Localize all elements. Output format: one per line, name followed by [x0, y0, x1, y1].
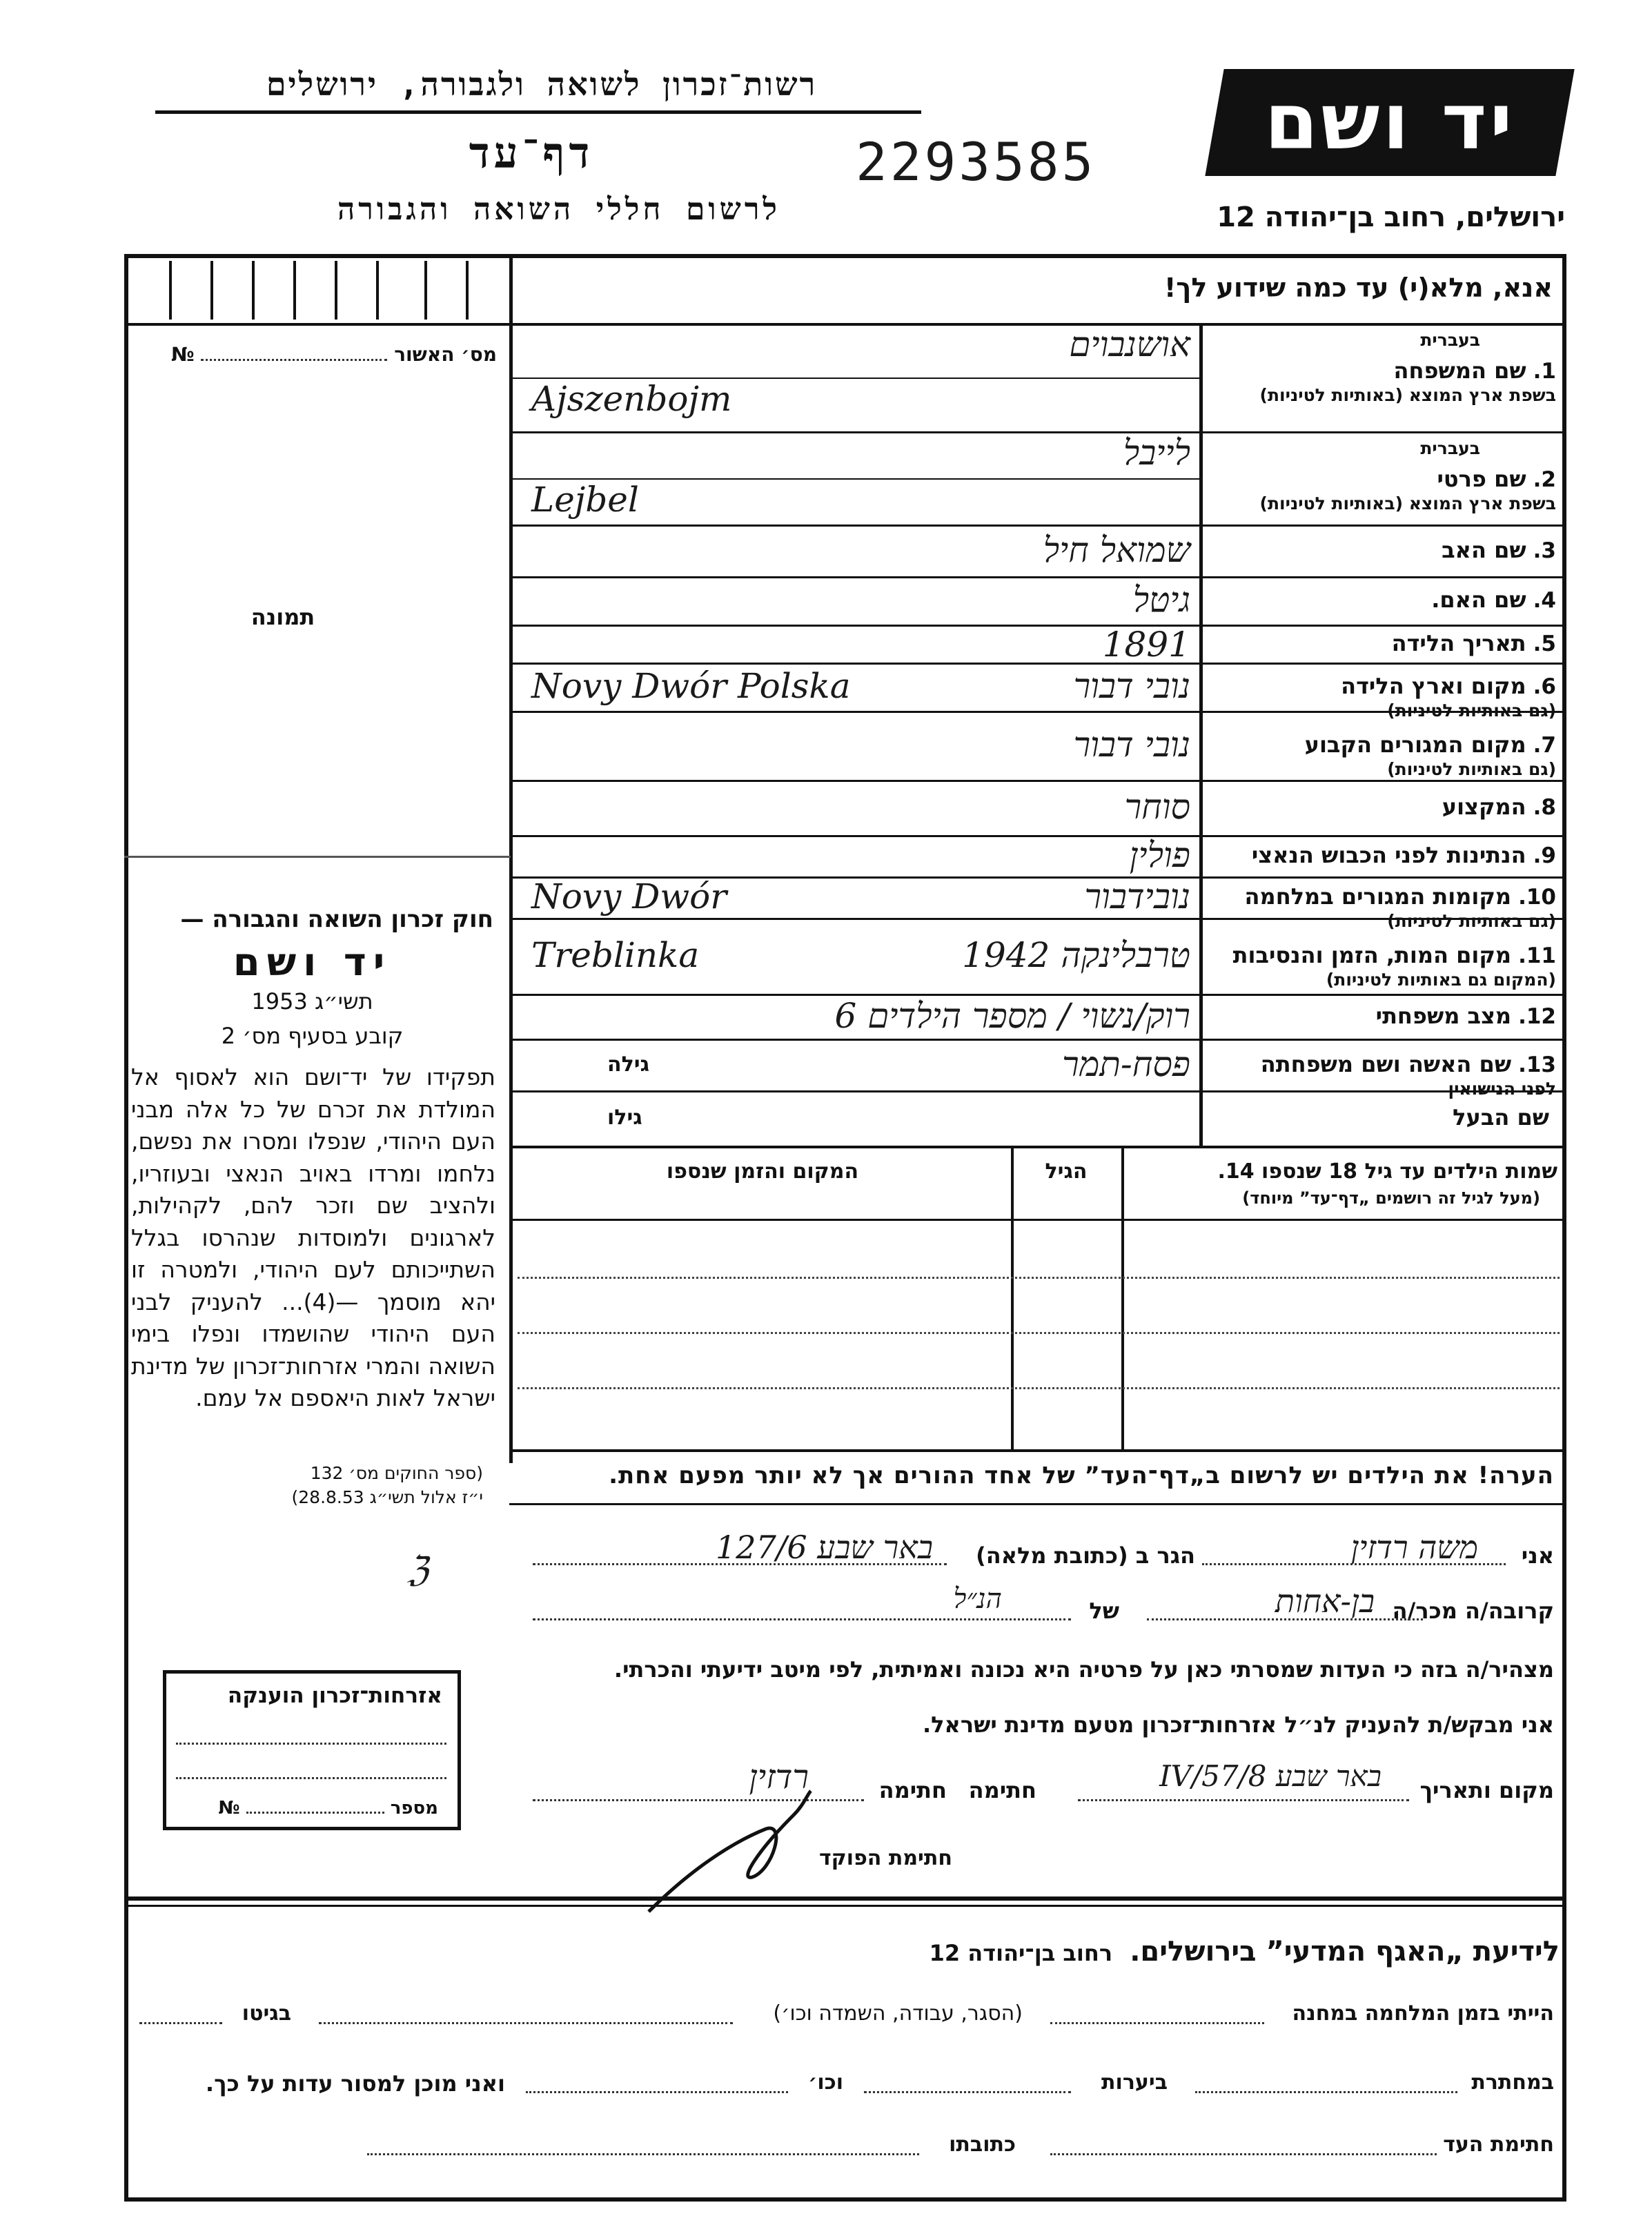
- footer-line-2: במחתרת ביערות וכו׳ ואני מוכן למסור עדות על כך.: [205, 2070, 1554, 2097]
- citizenship-box: [163, 1670, 461, 1830]
- field-label: [1208, 576, 1556, 625]
- field-label: [1208, 835, 1556, 876]
- field-tag: בעברית: [1420, 330, 1480, 350]
- field-title: 5.תאריך הלידה: [1391, 629, 1556, 656]
- field-title: 12.מצב משפחתי: [1375, 1002, 1556, 1029]
- declaration-line-1: אני משה רדזין הגר ב (כתובת מלאה) באר שבע 127/6: [524, 1536, 1554, 1577]
- rule: [509, 1219, 1566, 1221]
- field-value-hebrew: אושנבוים: [1069, 324, 1190, 364]
- field-label: [1208, 1090, 1556, 1146]
- declaration-sign-line: מקום ותאריך באר שבע 8/IV/57 חתימה חתימה רדזין: [524, 1763, 1554, 1812]
- field-label: [1208, 431, 1556, 525]
- field-value-hebrew: פולין: [1129, 835, 1190, 875]
- field-value-latin: Treblinka: [531, 935, 700, 975]
- field-value-hebrew: נובי דבור: [1073, 666, 1190, 706]
- law-reference-2: י״ז אלול תשי״ג 28.8.53): [291, 1487, 483, 1507]
- field-title: 6.מקום וארץ הלידה: [1341, 673, 1556, 699]
- citizenship-request: אני מבקש/ת להעניק לנ״ל אזרחות־זכרון מטעם מדינת ישראל.: [923, 1712, 1554, 1738]
- underground-input[interactable]: [1195, 2091, 1457, 2093]
- field-title: 9.הנתינות לפני הכבוש הנאצי: [1251, 842, 1556, 868]
- approval-number: מס׳ האשור №: [171, 343, 497, 366]
- field-label: [1208, 663, 1556, 721]
- children-note-remark: הערה! את הילדים יש לרשום ב„דף־העד” של אחד ההורים אך לא יותר מפעם אחת.: [609, 1462, 1554, 1489]
- children-label: שמות הילדים עד גיל 18 שנספו 14.: [1217, 1159, 1557, 1184]
- children-place-header: המקום והזמן שנספו: [666, 1159, 859, 1184]
- ghetto-input[interactable]: [139, 2022, 222, 2024]
- field-title: 8.המקצוע: [1442, 794, 1556, 820]
- number-ticks: [148, 261, 493, 320]
- age-label: גילה: [607, 1052, 649, 1077]
- footer-line-1: הייתי בזמן המלחמה במחנה (הסגר, עבודה, השמדה וכו׳) בגיטו: [138, 2001, 1554, 2036]
- rule: [509, 254, 513, 1463]
- form-number: 2293585: [856, 131, 1097, 193]
- law-name: יד ושם: [233, 940, 392, 985]
- field-title: 3.שם האב: [1442, 536, 1556, 563]
- field-hint: (גם באותיות לטיניות): [1387, 759, 1556, 779]
- field-hint: לפני הנישואין: [1448, 1078, 1556, 1099]
- field-separator: [509, 1146, 1566, 1148]
- field-label: [1208, 918, 1556, 994]
- corner-mark: ℨ: [407, 1549, 429, 1589]
- declarant-name: משה רדזין: [1350, 1529, 1478, 1566]
- rule: [1199, 323, 1203, 1148]
- rule: [124, 1896, 1566, 1901]
- relation-value: בן-אחות: [1275, 1582, 1375, 1620]
- field-label: [1208, 323, 1556, 431]
- field-value-hebrew: שמואל חיל: [1043, 529, 1190, 570]
- field-title: 13.שם האשה ושם משפחתה: [1260, 1050, 1556, 1077]
- field-tag: בעברית: [1420, 438, 1480, 458]
- form-subtitle: לרשום חללי השואה והגבורה: [337, 192, 781, 227]
- declarant-signature: רדזין: [749, 1758, 809, 1796]
- field-hint: (המקום גם באותיות לטיניות): [1326, 970, 1556, 990]
- field-value-latin: Novy Dwór: [531, 876, 727, 917]
- field-value-hebrew: טרבלינקה 1942: [962, 935, 1190, 975]
- citizenship-line-2: [176, 1777, 446, 1779]
- witness-signature-input[interactable]: [1050, 2153, 1437, 2155]
- child-row-line: [518, 1332, 1560, 1334]
- field-value-hebrew: פסח-תמר: [1062, 1043, 1190, 1084]
- field-hint: בשפת ארץ המוצא (באותיות לטיניות): [1259, 493, 1556, 513]
- declaration-line-2: קרובה/ה מכר/ה בן-אחות של הנ״ל: [524, 1591, 1554, 1632]
- header-address: ירושלים, רחוב בן־יהודה 12: [1217, 202, 1565, 233]
- rule: [509, 1503, 1566, 1505]
- field-title: שם הבעל: [1453, 1104, 1549, 1130]
- field-label: [1208, 994, 1556, 1039]
- other-input[interactable]: [526, 2091, 788, 2093]
- photo-label: תמונה: [250, 604, 315, 630]
- law-reference-1: (ספר החוקים מס׳ 132: [310, 1463, 483, 1483]
- field-value-hebrew: נובידבור: [1084, 876, 1190, 917]
- footer-line-3: חתימת העד כתובתו: [138, 2133, 1554, 2167]
- rule: [509, 1449, 1566, 1452]
- rule: [1121, 1147, 1124, 1452]
- field-value-latin: Lejbel: [531, 480, 639, 520]
- rule: [124, 856, 511, 858]
- law-clause: קובע בסעיף מס׳ 2: [221, 1023, 404, 1049]
- field-value-hebrew: סוחר: [1124, 787, 1190, 827]
- intro-text: אנא, מלא(י) עד כמה שידוע לך!: [1164, 273, 1553, 303]
- field-value-latin: Ajszenbojm: [531, 379, 732, 419]
- field-title: 7.מקום המגורים הקבוע: [1304, 732, 1556, 758]
- field-value-hebrew: נובי דבור: [1073, 725, 1190, 765]
- declaration-statement: מצהיר/ה בזה כי העדות שמסרתי כאן על פרטיה היא נכונה ואמיתית, לפי מיטב ידיעתי והכרתי.: [613, 1656, 1554, 1683]
- field-title: 4.שם האם.: [1431, 587, 1556, 613]
- field-value-hebrew: לייבל: [1123, 433, 1190, 473]
- field-label: [1208, 876, 1556, 931]
- field-title: 11.מקום המות, הזמן והנסיבות: [1232, 942, 1556, 968]
- field-value-hebrew: רוק/נשוי / מספר הילדים 6: [834, 995, 1190, 1036]
- field-hint: בשפת ארץ המוצא (באותיות לטיניות): [1259, 385, 1556, 405]
- footer-to: לידיעת „האגף המדעי” בירושלים. רחוב בן־יהודה 12: [929, 1936, 1560, 1968]
- camp-detail-input[interactable]: [319, 2022, 733, 2024]
- logo-text: יד ושם: [1264, 77, 1515, 167]
- field-label: [1208, 711, 1556, 780]
- field-title: 2.שם פרטי: [1437, 466, 1556, 492]
- field-value-hebrew: גיטל: [1132, 580, 1190, 620]
- children-age-header: הגיל: [1045, 1159, 1088, 1184]
- form-title: דף־עד: [469, 128, 594, 178]
- field-label: [1208, 1039, 1556, 1099]
- child-row-line: [518, 1387, 1560, 1389]
- witness-address-input[interactable]: [367, 2153, 919, 2155]
- field-label: [1208, 525, 1556, 576]
- relation-of-value: הנ״ל: [953, 1583, 1002, 1615]
- declarant-address: באר שבע 127/6: [716, 1529, 933, 1566]
- child-row-line: [518, 1277, 1560, 1279]
- institution-underline: [155, 110, 921, 114]
- camp-input[interactable]: [1050, 2022, 1264, 2024]
- law-text: תפקידו של יד־ושם הוא לאסוף אל המולדת את זכרם של כל אלה מבני העם היהודי, שנפלו ומסרו את נפשם, נלחמו ומרדו באויב הנאצי ובעוזריו, ולהציב שם וזכר להם, לקהילות, לארגונים ולמוסדות שנהרסו בגלל השתייכותם לעם היהודי, ולמטרה זו יהא מוסמך —(4)... להעניק לבני העם היהודי שהושמדו ונפלו בימי השואה והמרי אזרחות־זכרון של מדינת ישראל לאות היאספם אל עמם.: [131, 1064, 496, 1411]
- age-label: גילו: [607, 1106, 642, 1130]
- institution-name: רשות־זכרון לשואה ולגבורה, ירושלים: [266, 66, 818, 103]
- children-note: (מעל לגיל זה רושמים „דף־עד” מיוחד): [1242, 1188, 1540, 1208]
- citizenship-title: אזרחות־זכרון הוענקה: [227, 1683, 442, 1708]
- field-value-latin: Novy Dwór Polska: [531, 666, 851, 706]
- field-title: 10.מקומות המגורים במלחמה: [1244, 883, 1556, 910]
- field-title: 1.שם המשפחה: [1393, 357, 1556, 384]
- citizenship-line-1: [176, 1743, 446, 1745]
- law-year: תשי״ג 1953: [251, 988, 373, 1015]
- field-hint: (גם באותיות לטיניות): [1387, 700, 1556, 721]
- rule: [124, 1905, 1566, 1907]
- field-label: [1208, 625, 1556, 663]
- field-hint: (גם באותיות לטיניות): [1387, 911, 1556, 931]
- law-title: חוק זכרון השואה והגבורה —: [180, 905, 493, 933]
- field-value-hebrew: 1891: [1102, 625, 1190, 665]
- field-label: [1208, 780, 1556, 835]
- citizenship-number: מספר №: [218, 1798, 438, 1819]
- forests-input[interactable]: [864, 2091, 1071, 2093]
- yad-vashem-logo: [1205, 69, 1574, 176]
- place-date-value: באר שבע 8/IV/57: [1159, 1759, 1381, 1793]
- officer-signature-label: חתימת הפוקד: [819, 1846, 952, 1870]
- rule: [1011, 1147, 1014, 1452]
